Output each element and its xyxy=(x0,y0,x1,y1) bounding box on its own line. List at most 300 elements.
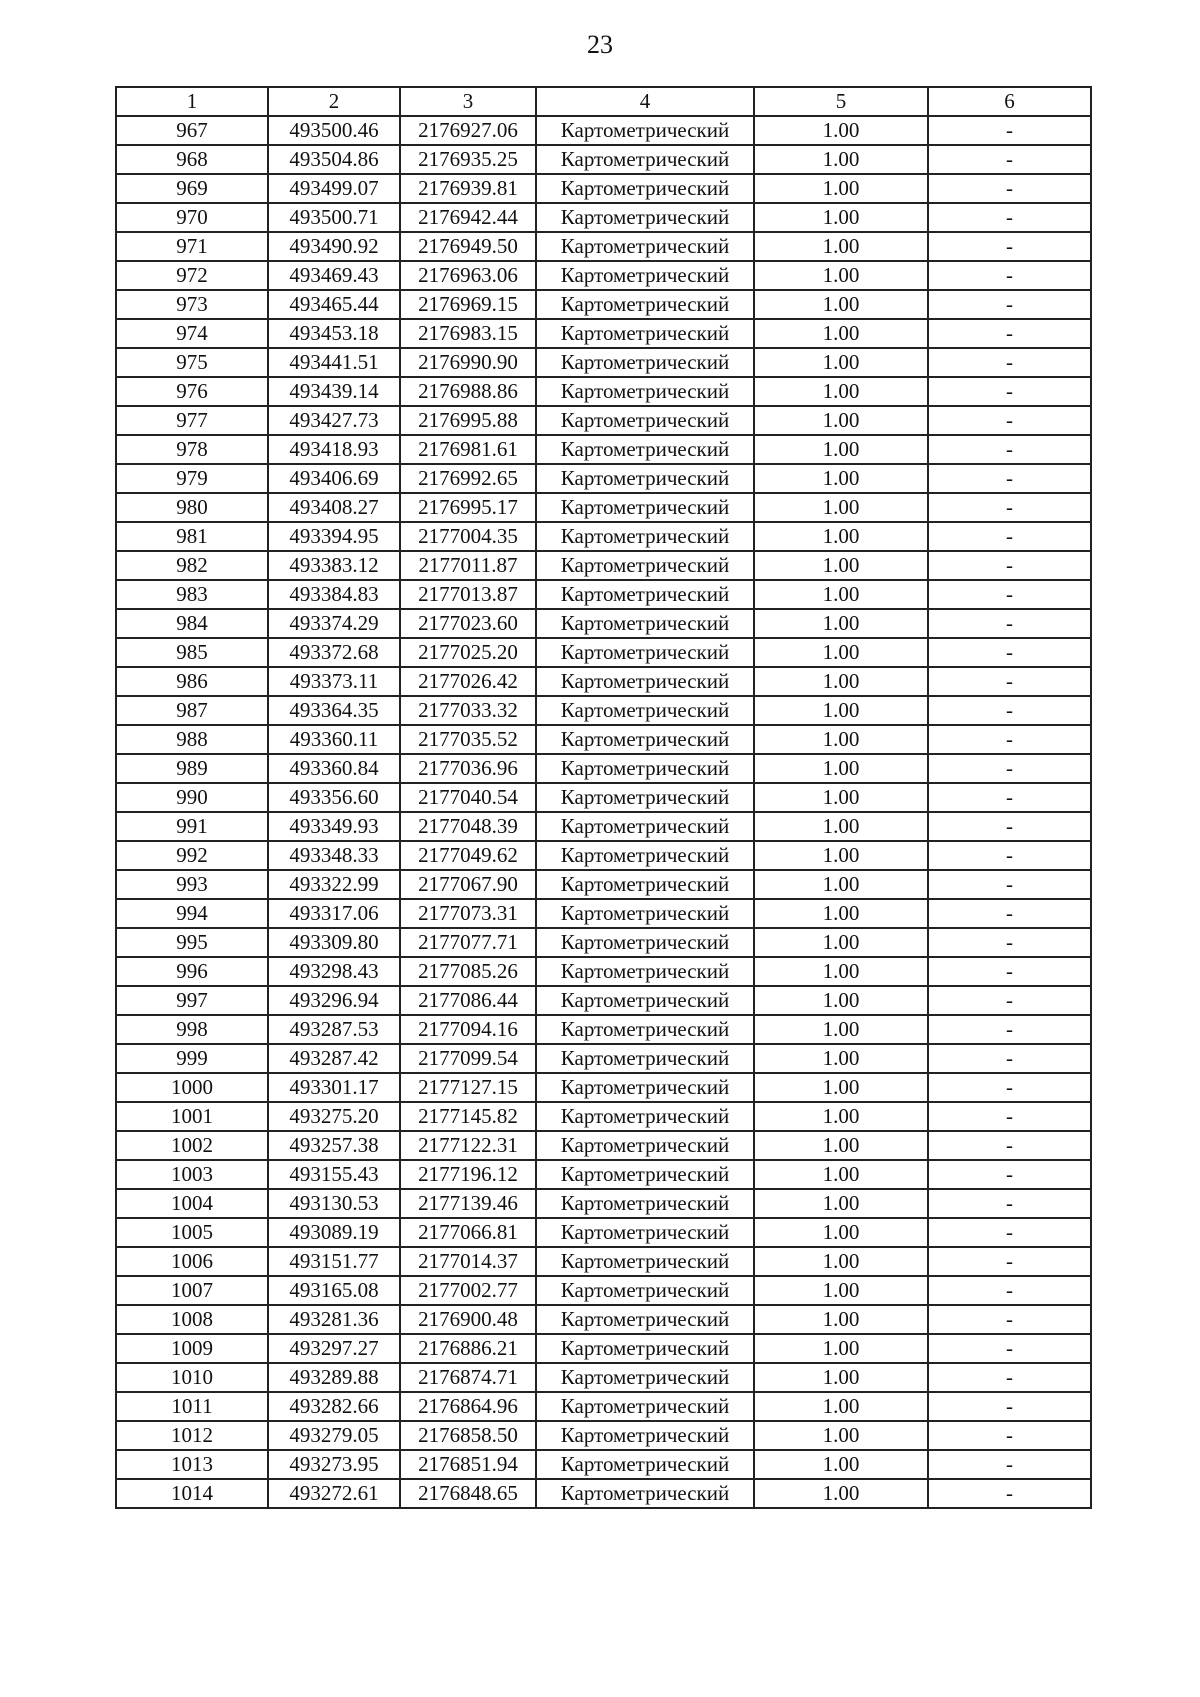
accuracy-cell: 1.00 xyxy=(754,174,928,203)
description-cell: - xyxy=(928,928,1091,957)
table-row xyxy=(116,1334,1091,1363)
table-row xyxy=(116,841,1091,870)
accuracy-cell: 1.00 xyxy=(754,580,928,609)
method-cell: Картометрический xyxy=(536,580,754,609)
column-header-6: 6 xyxy=(928,87,1091,116)
description-cell: - xyxy=(928,1160,1091,1189)
x-coordinate-cell: 493309.80 xyxy=(268,928,400,957)
method-cell: Картометрический xyxy=(536,551,754,580)
y-coordinate-cell: 2177004.35 xyxy=(400,522,536,551)
method-cell: Картометрический xyxy=(536,406,754,435)
x-coordinate-cell: 493504.86 xyxy=(268,145,400,174)
point-number-cell: 996 xyxy=(116,957,268,986)
table-header xyxy=(116,87,1091,116)
y-coordinate-cell: 2177049.62 xyxy=(400,841,536,870)
point-number-cell: 972 xyxy=(116,261,268,290)
table-row xyxy=(116,522,1091,551)
table-row xyxy=(116,261,1091,290)
y-coordinate-cell: 2176939.81 xyxy=(400,174,536,203)
accuracy-cell: 1.00 xyxy=(754,464,928,493)
accuracy-cell: 1.00 xyxy=(754,899,928,928)
accuracy-cell: 1.00 xyxy=(754,1247,928,1276)
description-cell: - xyxy=(928,203,1091,232)
table-row xyxy=(116,696,1091,725)
y-coordinate-cell: 2176949.50 xyxy=(400,232,536,261)
y-coordinate-cell: 2177025.20 xyxy=(400,638,536,667)
table-row xyxy=(116,1160,1091,1189)
x-coordinate-cell: 493441.51 xyxy=(268,348,400,377)
description-cell: - xyxy=(928,493,1091,522)
y-coordinate-cell: 2176990.90 xyxy=(400,348,536,377)
description-cell: - xyxy=(928,1305,1091,1334)
table-row xyxy=(116,1479,1091,1508)
method-cell: Картометрический xyxy=(536,1160,754,1189)
table-row xyxy=(116,348,1091,377)
y-coordinate-cell: 2176927.06 xyxy=(400,116,536,145)
y-coordinate-cell: 2176874.71 xyxy=(400,1363,536,1392)
point-number-cell: 989 xyxy=(116,754,268,783)
y-coordinate-cell: 2176858.50 xyxy=(400,1421,536,1450)
table-row xyxy=(116,174,1091,203)
table-row xyxy=(116,928,1091,957)
x-coordinate-cell: 493289.88 xyxy=(268,1363,400,1392)
point-number-cell: 1009 xyxy=(116,1334,268,1363)
point-number-cell: 980 xyxy=(116,493,268,522)
x-coordinate-cell: 493151.77 xyxy=(268,1247,400,1276)
table-row xyxy=(116,551,1091,580)
description-cell: - xyxy=(928,348,1091,377)
table-row xyxy=(116,899,1091,928)
description-cell: - xyxy=(928,116,1091,145)
y-coordinate-cell: 2177094.16 xyxy=(400,1015,536,1044)
accuracy-cell: 1.00 xyxy=(754,986,928,1015)
point-number-cell: 1001 xyxy=(116,1102,268,1131)
table-row xyxy=(116,580,1091,609)
y-coordinate-cell: 2177127.15 xyxy=(400,1073,536,1102)
x-coordinate-cell: 493272.61 xyxy=(268,1479,400,1508)
point-number-cell: 986 xyxy=(116,667,268,696)
table-row xyxy=(116,1218,1091,1247)
point-number-cell: 979 xyxy=(116,464,268,493)
method-cell: Картометрический xyxy=(536,1334,754,1363)
method-cell: Картометрический xyxy=(536,841,754,870)
method-cell: Картометрический xyxy=(536,116,754,145)
description-cell: - xyxy=(928,319,1091,348)
method-cell: Картометрический xyxy=(536,638,754,667)
accuracy-cell: 1.00 xyxy=(754,1363,928,1392)
method-cell: Картометрический xyxy=(536,464,754,493)
table-row xyxy=(116,1102,1091,1131)
description-cell: - xyxy=(928,1189,1091,1218)
point-number-cell: 969 xyxy=(116,174,268,203)
description-cell: - xyxy=(928,522,1091,551)
method-cell: Картометрический xyxy=(536,1363,754,1392)
y-coordinate-cell: 2176942.44 xyxy=(400,203,536,232)
x-coordinate-cell: 493427.73 xyxy=(268,406,400,435)
y-coordinate-cell: 2177011.87 xyxy=(400,551,536,580)
description-cell: - xyxy=(928,1334,1091,1363)
x-coordinate-cell: 493383.12 xyxy=(268,551,400,580)
description-cell: - xyxy=(928,1044,1091,1073)
method-cell: Картометрический xyxy=(536,1131,754,1160)
y-coordinate-cell: 2177122.31 xyxy=(400,1131,536,1160)
description-cell: - xyxy=(928,667,1091,696)
method-cell: Картометрический xyxy=(536,1479,754,1508)
description-cell: - xyxy=(928,1218,1091,1247)
x-coordinate-cell: 493301.17 xyxy=(268,1073,400,1102)
y-coordinate-cell: 2176851.94 xyxy=(400,1450,536,1479)
description-cell: - xyxy=(928,1102,1091,1131)
description-cell: - xyxy=(928,957,1091,986)
x-coordinate-cell: 493465.44 xyxy=(268,290,400,319)
header-row xyxy=(116,87,1091,116)
x-coordinate-cell: 493394.95 xyxy=(268,522,400,551)
x-coordinate-cell: 493500.71 xyxy=(268,203,400,232)
y-coordinate-cell: 2177035.52 xyxy=(400,725,536,754)
point-number-cell: 967 xyxy=(116,116,268,145)
point-number-cell: 975 xyxy=(116,348,268,377)
accuracy-cell: 1.00 xyxy=(754,493,928,522)
x-coordinate-cell: 493296.94 xyxy=(268,986,400,1015)
y-coordinate-cell: 2177023.60 xyxy=(400,609,536,638)
x-coordinate-cell: 493499.07 xyxy=(268,174,400,203)
table-body xyxy=(116,116,1091,1508)
x-coordinate-cell: 493408.27 xyxy=(268,493,400,522)
table-row xyxy=(116,725,1091,754)
y-coordinate-cell: 2177036.96 xyxy=(400,754,536,783)
accuracy-cell: 1.00 xyxy=(754,1160,928,1189)
accuracy-cell: 1.00 xyxy=(754,1218,928,1247)
accuracy-cell: 1.00 xyxy=(754,290,928,319)
accuracy-cell: 1.00 xyxy=(754,928,928,957)
accuracy-cell: 1.00 xyxy=(754,1044,928,1073)
accuracy-cell: 1.00 xyxy=(754,812,928,841)
accuracy-cell: 1.00 xyxy=(754,1276,928,1305)
description-cell: - xyxy=(928,377,1091,406)
method-cell: Картометрический xyxy=(536,145,754,174)
accuracy-cell: 1.00 xyxy=(754,203,928,232)
accuracy-cell: 1.00 xyxy=(754,551,928,580)
y-coordinate-cell: 2177014.37 xyxy=(400,1247,536,1276)
method-cell: Картометрический xyxy=(536,377,754,406)
x-coordinate-cell: 493298.43 xyxy=(268,957,400,986)
x-coordinate-cell: 493372.68 xyxy=(268,638,400,667)
description-cell: - xyxy=(928,1363,1091,1392)
table-row xyxy=(116,957,1091,986)
method-cell: Картометрический xyxy=(536,203,754,232)
y-coordinate-cell: 2177048.39 xyxy=(400,812,536,841)
accuracy-cell: 1.00 xyxy=(754,754,928,783)
description-cell: - xyxy=(928,870,1091,899)
accuracy-cell: 1.00 xyxy=(754,1479,928,1508)
x-coordinate-cell: 493130.53 xyxy=(268,1189,400,1218)
method-cell: Картометрический xyxy=(536,754,754,783)
x-coordinate-cell: 493275.20 xyxy=(268,1102,400,1131)
table-row xyxy=(116,1305,1091,1334)
x-coordinate-cell: 493349.93 xyxy=(268,812,400,841)
point-number-cell: 994 xyxy=(116,899,268,928)
accuracy-cell: 1.00 xyxy=(754,435,928,464)
table-row xyxy=(116,116,1091,145)
x-coordinate-cell: 493364.35 xyxy=(268,696,400,725)
table-row xyxy=(116,1044,1091,1073)
table-row xyxy=(116,754,1091,783)
method-cell: Картометрический xyxy=(536,435,754,464)
description-cell: - xyxy=(928,551,1091,580)
x-coordinate-cell: 493490.92 xyxy=(268,232,400,261)
x-coordinate-cell: 493287.42 xyxy=(268,1044,400,1073)
point-number-cell: 977 xyxy=(116,406,268,435)
point-number-cell: 970 xyxy=(116,203,268,232)
table-row xyxy=(116,783,1091,812)
method-cell: Картометрический xyxy=(536,1305,754,1334)
point-number-cell: 990 xyxy=(116,783,268,812)
accuracy-cell: 1.00 xyxy=(754,145,928,174)
y-coordinate-cell: 2176988.86 xyxy=(400,377,536,406)
column-header-4: 4 xyxy=(536,87,754,116)
method-cell: Картометрический xyxy=(536,928,754,957)
method-cell: Картометрический xyxy=(536,1015,754,1044)
coordinates-table xyxy=(115,86,1092,1509)
x-coordinate-cell: 493348.33 xyxy=(268,841,400,870)
description-cell: - xyxy=(928,725,1091,754)
point-number-cell: 983 xyxy=(116,580,268,609)
accuracy-cell: 1.00 xyxy=(754,319,928,348)
description-cell: - xyxy=(928,899,1091,928)
table-row xyxy=(116,1276,1091,1305)
accuracy-cell: 1.00 xyxy=(754,667,928,696)
point-number-cell: 992 xyxy=(116,841,268,870)
table-row xyxy=(116,435,1091,464)
x-coordinate-cell: 493418.93 xyxy=(268,435,400,464)
table-row xyxy=(116,870,1091,899)
x-coordinate-cell: 493287.53 xyxy=(268,1015,400,1044)
point-number-cell: 1013 xyxy=(116,1450,268,1479)
table-row xyxy=(116,377,1091,406)
accuracy-cell: 1.00 xyxy=(754,870,928,899)
method-cell: Картометрический xyxy=(536,1102,754,1131)
description-cell: - xyxy=(928,696,1091,725)
table-row xyxy=(116,812,1091,841)
accuracy-cell: 1.00 xyxy=(754,1305,928,1334)
y-coordinate-cell: 2176995.17 xyxy=(400,493,536,522)
description-cell: - xyxy=(928,406,1091,435)
table-row xyxy=(116,1450,1091,1479)
x-coordinate-cell: 493439.14 xyxy=(268,377,400,406)
y-coordinate-cell: 2177086.44 xyxy=(400,986,536,1015)
y-coordinate-cell: 2177013.87 xyxy=(400,580,536,609)
table-row xyxy=(116,667,1091,696)
description-cell: - xyxy=(928,609,1091,638)
method-cell: Картометрический xyxy=(536,290,754,319)
description-cell: - xyxy=(928,174,1091,203)
accuracy-cell: 1.00 xyxy=(754,1015,928,1044)
accuracy-cell: 1.00 xyxy=(754,261,928,290)
y-coordinate-cell: 2177066.81 xyxy=(400,1218,536,1247)
description-cell: - xyxy=(928,464,1091,493)
method-cell: Картометрический xyxy=(536,319,754,348)
method-cell: Картометрический xyxy=(536,1450,754,1479)
y-coordinate-cell: 2177073.31 xyxy=(400,899,536,928)
y-coordinate-cell: 2176864.96 xyxy=(400,1392,536,1421)
page-number: 23 xyxy=(587,30,613,59)
y-coordinate-cell: 2177139.46 xyxy=(400,1189,536,1218)
x-coordinate-cell: 493406.69 xyxy=(268,464,400,493)
method-cell: Картометрический xyxy=(536,493,754,522)
y-coordinate-cell: 2177026.42 xyxy=(400,667,536,696)
point-number-cell: 1012 xyxy=(116,1421,268,1450)
accuracy-cell: 1.00 xyxy=(754,377,928,406)
description-cell: - xyxy=(928,783,1091,812)
accuracy-cell: 1.00 xyxy=(754,725,928,754)
accuracy-cell: 1.00 xyxy=(754,638,928,667)
method-cell: Картометрический xyxy=(536,1218,754,1247)
table-row xyxy=(116,232,1091,261)
y-coordinate-cell: 2176886.21 xyxy=(400,1334,536,1363)
method-cell: Картометрический xyxy=(536,696,754,725)
accuracy-cell: 1.00 xyxy=(754,116,928,145)
description-cell: - xyxy=(928,1479,1091,1508)
y-coordinate-cell: 2177033.32 xyxy=(400,696,536,725)
table-row xyxy=(116,493,1091,522)
point-number-cell: 995 xyxy=(116,928,268,957)
description-cell: - xyxy=(928,1276,1091,1305)
y-coordinate-cell: 2177085.26 xyxy=(400,957,536,986)
description-cell: - xyxy=(928,290,1091,319)
x-coordinate-cell: 493322.99 xyxy=(268,870,400,899)
accuracy-cell: 1.00 xyxy=(754,1189,928,1218)
column-header-5: 5 xyxy=(754,87,928,116)
point-number-cell: 974 xyxy=(116,319,268,348)
description-cell: - xyxy=(928,754,1091,783)
description-cell: - xyxy=(928,435,1091,464)
table-row xyxy=(116,464,1091,493)
description-cell: - xyxy=(928,638,1091,667)
method-cell: Картометрический xyxy=(536,667,754,696)
point-number-cell: 987 xyxy=(116,696,268,725)
point-number-cell: 1008 xyxy=(116,1305,268,1334)
point-number-cell: 982 xyxy=(116,551,268,580)
point-number-cell: 1007 xyxy=(116,1276,268,1305)
accuracy-cell: 1.00 xyxy=(754,406,928,435)
table-row xyxy=(116,1421,1091,1450)
y-coordinate-cell: 2177002.77 xyxy=(400,1276,536,1305)
table-row xyxy=(116,319,1091,348)
method-cell: Картометрический xyxy=(536,957,754,986)
x-coordinate-cell: 493373.11 xyxy=(268,667,400,696)
x-coordinate-cell: 493297.27 xyxy=(268,1334,400,1363)
table-row xyxy=(116,1392,1091,1421)
y-coordinate-cell: 2176995.88 xyxy=(400,406,536,435)
accuracy-cell: 1.00 xyxy=(754,1102,928,1131)
method-cell: Картометрический xyxy=(536,986,754,1015)
point-number-cell: 973 xyxy=(116,290,268,319)
point-number-cell: 981 xyxy=(116,522,268,551)
accuracy-cell: 1.00 xyxy=(754,522,928,551)
point-number-cell: 1011 xyxy=(116,1392,268,1421)
y-coordinate-cell: 2176969.15 xyxy=(400,290,536,319)
point-number-cell: 1004 xyxy=(116,1189,268,1218)
description-cell: - xyxy=(928,232,1091,261)
table-row xyxy=(116,1363,1091,1392)
accuracy-cell: 1.00 xyxy=(754,609,928,638)
accuracy-cell: 1.00 xyxy=(754,1131,928,1160)
table-row xyxy=(116,1131,1091,1160)
y-coordinate-cell: 2176848.65 xyxy=(400,1479,536,1508)
method-cell: Картометрический xyxy=(536,1073,754,1102)
x-coordinate-cell: 493273.95 xyxy=(268,1450,400,1479)
accuracy-cell: 1.00 xyxy=(754,841,928,870)
method-cell: Картометрический xyxy=(536,725,754,754)
point-number-cell: 1003 xyxy=(116,1160,268,1189)
description-cell: - xyxy=(928,580,1091,609)
x-coordinate-cell: 493282.66 xyxy=(268,1392,400,1421)
accuracy-cell: 1.00 xyxy=(754,1421,928,1450)
x-coordinate-cell: 493360.11 xyxy=(268,725,400,754)
x-coordinate-cell: 493155.43 xyxy=(268,1160,400,1189)
accuracy-cell: 1.00 xyxy=(754,232,928,261)
y-coordinate-cell: 2176983.15 xyxy=(400,319,536,348)
x-coordinate-cell: 493469.43 xyxy=(268,261,400,290)
x-coordinate-cell: 493374.29 xyxy=(268,609,400,638)
y-coordinate-cell: 2177067.90 xyxy=(400,870,536,899)
point-number-cell: 1002 xyxy=(116,1131,268,1160)
y-coordinate-cell: 2176981.61 xyxy=(400,435,536,464)
table-row xyxy=(116,1073,1091,1102)
point-number-cell: 971 xyxy=(116,232,268,261)
table-row xyxy=(116,986,1091,1015)
description-cell: - xyxy=(928,1015,1091,1044)
accuracy-cell: 1.00 xyxy=(754,1392,928,1421)
y-coordinate-cell: 2177077.71 xyxy=(400,928,536,957)
column-header-3: 3 xyxy=(400,87,536,116)
method-cell: Картометрический xyxy=(536,812,754,841)
table-row xyxy=(116,406,1091,435)
point-number-cell: 985 xyxy=(116,638,268,667)
y-coordinate-cell: 2177196.12 xyxy=(400,1160,536,1189)
x-coordinate-cell: 493356.60 xyxy=(268,783,400,812)
method-cell: Картометрический xyxy=(536,1392,754,1421)
y-coordinate-cell: 2176992.65 xyxy=(400,464,536,493)
description-cell: - xyxy=(928,1421,1091,1450)
y-coordinate-cell: 2177145.82 xyxy=(400,1102,536,1131)
x-coordinate-cell: 493089.19 xyxy=(268,1218,400,1247)
method-cell: Картометрический xyxy=(536,261,754,290)
point-number-cell: 1005 xyxy=(116,1218,268,1247)
description-cell: - xyxy=(928,1073,1091,1102)
table-row xyxy=(116,1247,1091,1276)
column-header-1: 1 xyxy=(116,87,268,116)
point-number-cell: 968 xyxy=(116,145,268,174)
x-coordinate-cell: 493279.05 xyxy=(268,1421,400,1450)
method-cell: Картометрический xyxy=(536,609,754,638)
point-number-cell: 1010 xyxy=(116,1363,268,1392)
method-cell: Картометрический xyxy=(536,1276,754,1305)
accuracy-cell: 1.00 xyxy=(754,348,928,377)
table-row xyxy=(116,145,1091,174)
method-cell: Картометрический xyxy=(536,174,754,203)
point-number-cell: 988 xyxy=(116,725,268,754)
method-cell: Картометрический xyxy=(536,1247,754,1276)
y-coordinate-cell: 2177040.54 xyxy=(400,783,536,812)
method-cell: Картометрический xyxy=(536,1189,754,1218)
table-row xyxy=(116,1015,1091,1044)
point-number-cell: 1000 xyxy=(116,1073,268,1102)
column-header-2: 2 xyxy=(268,87,400,116)
table-row xyxy=(116,638,1091,667)
accuracy-cell: 1.00 xyxy=(754,696,928,725)
accuracy-cell: 1.00 xyxy=(754,957,928,986)
